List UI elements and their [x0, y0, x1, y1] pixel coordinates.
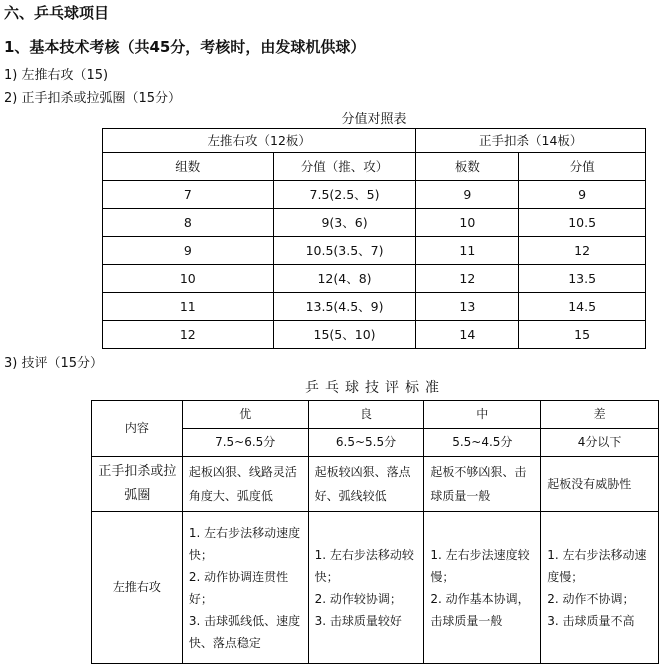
table-cell: 11 — [416, 237, 519, 265]
table-cell: 1. 左右步法移动较快； 2. 动作较协调； 3. 击球质量较好 — [308, 512, 424, 664]
table-cell: 9 — [103, 237, 274, 265]
group-left-header: 左推右攻（12板） — [103, 129, 416, 153]
table-cell: 9 — [519, 181, 646, 209]
subsection-title: 1、基本技术考核（共45分，考核时，由发球机供球） — [4, 38, 366, 56]
table-cell: 1. 左右步法速度较慢； 2. 动作基本协调，击球质量一般 — [424, 512, 541, 664]
table-row — [92, 512, 659, 664]
grade-header: 良 — [308, 401, 424, 429]
grade-range: 7.5~6.5分 — [182, 429, 308, 457]
table-cell: 起板凶狠、线路灵活角度大、弧度低 — [182, 457, 308, 512]
table-cell: 13.5(4.5、9) — [273, 293, 416, 321]
grade-header: 中 — [424, 401, 541, 429]
grade-header: 优 — [182, 401, 308, 429]
table-row — [92, 457, 659, 512]
table-row — [103, 209, 646, 237]
table-cell: 9(3、6) — [273, 209, 416, 237]
table-cell: 14 — [416, 321, 519, 349]
table-cell: 12 — [103, 321, 274, 349]
table-cell: 起板不够凶狠、击球质量一般 — [424, 457, 541, 512]
table-cell: 15(5、10) — [273, 321, 416, 349]
table-cell: 13.5 — [519, 265, 646, 293]
item-3: 3) 技评（15分） — [4, 356, 104, 371]
table-cell: 12(4、8) — [273, 265, 416, 293]
table-cell: 13 — [416, 293, 519, 321]
column-header: 分值（推、攻） — [273, 153, 416, 181]
table-cell: 起板没有威胁性 — [541, 457, 659, 512]
table-cell: 12 — [519, 237, 646, 265]
column-header: 板数 — [416, 153, 519, 181]
grade-range: 4分以下 — [541, 429, 659, 457]
table-cell: 7.5(2.5、5) — [273, 181, 416, 209]
rating-table-caption: 乒乓球技评标准 — [305, 380, 445, 396]
section-title: 六、乒乓球项目 — [4, 4, 110, 22]
table-cell: 8 — [103, 209, 274, 237]
table-cell: 14.5 — [519, 293, 646, 321]
table-cell: 9 — [416, 181, 519, 209]
table-row — [103, 237, 646, 265]
table-cell: 10 — [416, 209, 519, 237]
column-header: 分值 — [519, 153, 646, 181]
item-1: 1) 左推右攻（15) — [4, 68, 109, 83]
score-table — [102, 128, 646, 349]
group-right-header: 正手扣杀（14板） — [416, 129, 646, 153]
table-cell: 10.5 — [519, 209, 646, 237]
table-cell: 15 — [519, 321, 646, 349]
table-row — [103, 321, 646, 349]
table-cell: 12 — [416, 265, 519, 293]
rating-table — [91, 400, 659, 664]
table-cell: 10.5(3.5、7) — [273, 237, 416, 265]
grade-header: 差 — [541, 401, 659, 429]
item-2: 2) 正手扣杀或拉弧圈（15分） — [4, 91, 182, 106]
table-cell: 10 — [103, 265, 274, 293]
grade-range: 5.5~4.5分 — [424, 429, 541, 457]
table-row — [103, 181, 646, 209]
grade-range: 6.5~5.5分 — [308, 429, 424, 457]
table-cell: 7 — [103, 181, 274, 209]
table-cell: 1. 左右步法移动速度慢； 2. 动作不协调； 3. 击球质量不高 — [541, 512, 659, 664]
row-label: 正手扣杀或拉弧圈 — [92, 457, 183, 512]
table-cell: 11 — [103, 293, 274, 321]
score-table-caption: 分值对照表 — [341, 112, 407, 127]
table-row — [103, 293, 646, 321]
content-header: 内容 — [92, 401, 183, 457]
table-cell: 起板较凶狠、落点好、弧线较低 — [308, 457, 424, 512]
row-label: 左推右攻 — [92, 512, 183, 664]
table-row — [103, 265, 646, 293]
column-header: 组数 — [103, 153, 274, 181]
table-cell: 1. 左右步法移动速度快； 2. 动作协调连贯性好； 3. 击球弧线低、速度快、落点稳定 — [182, 512, 308, 664]
